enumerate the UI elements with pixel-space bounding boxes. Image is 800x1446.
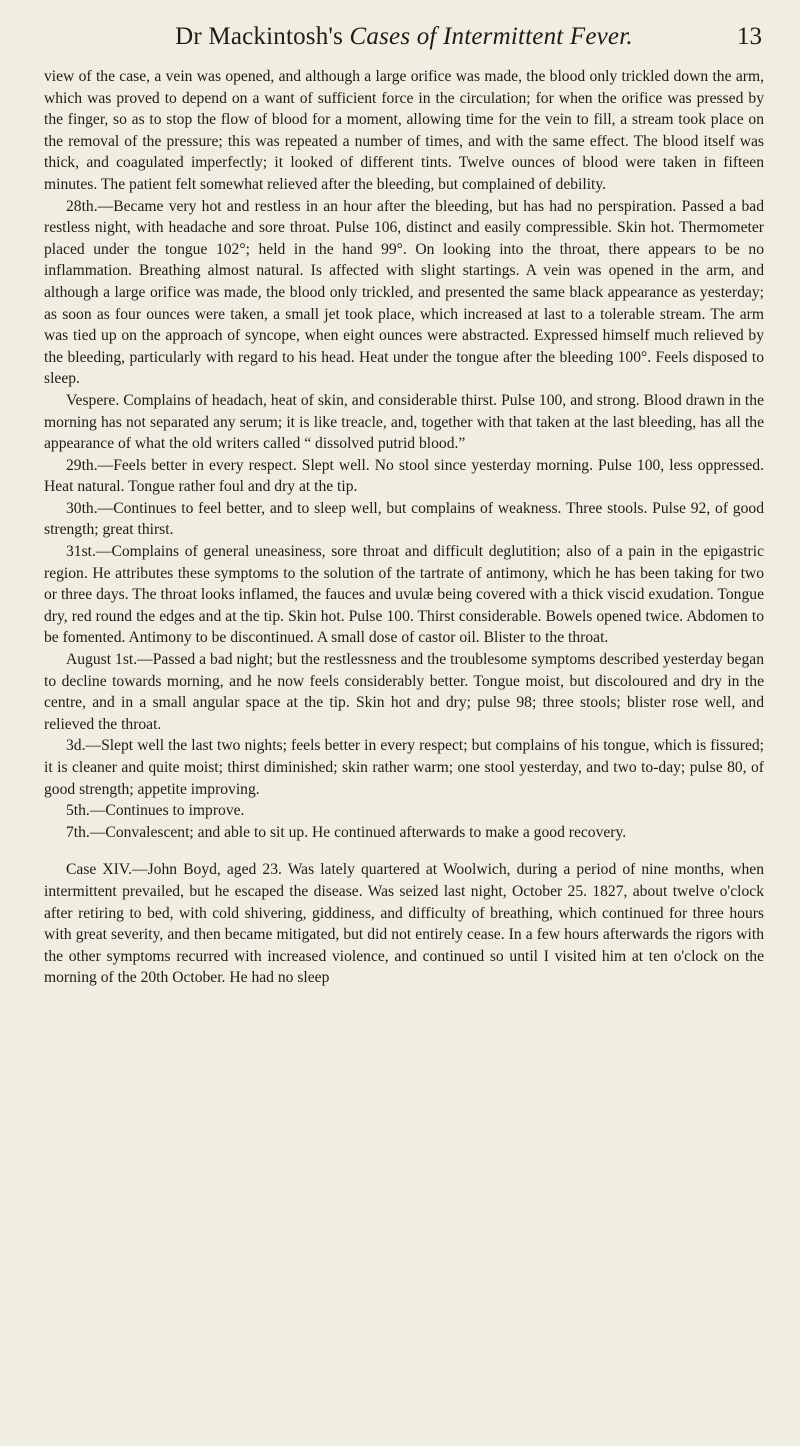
page-number: 13 bbox=[737, 23, 762, 50]
running-head-title bbox=[44, 14, 764, 60]
running-head bbox=[44, 14, 764, 60]
paragraph-30th: 30th.—Continues to feel better, and to sleep well, but complains of weakness. Three stools. Pulse 92, of good strength; great thirst. bbox=[44, 499, 764, 539]
paragraph-7th: 7th.—Convalescent; and able to sit up. He continued afterwards to make a good recovery. bbox=[66, 823, 627, 841]
paragraph-august-1st: August 1st.—Passed a bad night; but the restlessness and the troublesome symptoms described yesterday began to decline towards morning, and he now feels considerably better. Tongue moist, but discoloured and dry in the centre, and in a small angular space at the tip. Skin hot and dry; pulse 98; three stools; blister rose well, and relieved the throat. bbox=[44, 651, 764, 733]
paragraph-31st: 31st.—Complains of general uneasiness, sore throat and difficult deglutition; also of a pain in the epigastric region. He attributes these symptoms to the solution of the tartrate of antimony, which he has been taking for two or three days. The throat looks inflamed, the fauces and uvulæ being covered with a thick viscid exudation. Tongue dry, red round the edges and at the tip. Skin hot. Pulse 100. Thirst considerable. Bowels opened twice. Abdomen to be fomented. Antimony to be discontinued. A small dose of castor oil. Blister to the throat. bbox=[44, 543, 764, 647]
running-head-book-title: Cases of Intermittent Fever. bbox=[349, 23, 633, 50]
paragraph-vespere: Vespere. Complains of headach, heat of skin, and considerable thirst. Pulse 100, and strong. Blood drawn in the morning has not separated any serum; it is like treacle, and, together with that taken at the last bleeding, has all the appearance of what the old writers called “ dissolved putrid blood.” bbox=[44, 391, 764, 453]
paragraph-case-xiv: Case XIV.—John Boyd, aged 23. Was lately quartered at Woolwich, during a period of nine months, when intermittent prevailed, but he escaped the disease. Was seized last night, October 25. 1827, about twelve o'clock after retiring to bed, with cold shivering, giddiness, and difficulty of breathing, which continued for three hours with great severity, and then became mitigated, but did not entirely cease. In a few hours afterwards the rigors with the other symptoms recurred with increased violence, and continued so until I visited him at ten o'clock on the morning of the 20th October. He had no sleep bbox=[44, 861, 764, 987]
paragraph-3d: 3d.—Slept well the last two nights; feels better in every respect; but complains of his tongue, which is fissured; it is cleaner and quite moist; thirst diminished; skin rather warm; one stool yesterday, and two to-day; pulse 80, of good strength; appetite improving. bbox=[44, 737, 764, 798]
paragraph-28th: 28th.—Became very hot and restless in an hour after the bleeding, but has had no perspiration. Passed a bad restless night, with headache and sore throat. Pulse 106, distinct and easily compressible. Skin hot. Thermometer placed under the tongue 102°; held in the hand 99°. On looking into the throat, there appears to be no inflammation. Breathing almost natural. Is affected with slight startings. A vein was opened in the arm, and although a large orifice was made, the blood only trickled, and presented the same black appearance as yesterday; as soon as four ounces were taken, a small jet took place, which increased at last to a tolerable stream. The arm was tied up on the approach of syncope, when eight ounces were abstracted. Expressed himself much relieved by the bleeding, particularly with regard to his head. Heat under the tongue after the bleeding 100°. Feels disposed to sleep. bbox=[44, 197, 764, 388]
paragraph-5th: 5th.—Continues to improve. bbox=[66, 802, 245, 820]
paragraph-continuation: view of the case, a vein was opened, and although a large orifice was made, the blood only trickled down the arm, which was proved to depend on a want of sufficient force in the circulation; for when the orifice was pressed by the finger, so as to stop the flow of blood for a moment, allowing time for the vein to fill, a stream took place on the removal of the pressure; this was repeated a number of times, and with the same effect. The blood itself was thick, and coagulated imperfectly; it looked of different tints. Twelve ounces of blood were taken in fifteen minutes. The patient felt somewhat relieved after the bleeding, but complained of debility. bbox=[44, 68, 764, 193]
body-text bbox=[44, 66, 764, 989]
paragraph-29th: 29th.—Feels better in every respect. Slept well. No stool since yesterday morning. Pulse 100, less oppressed. Heat natural. Tongue rather foul and dry at the tip. bbox=[44, 456, 764, 496]
running-head-author: Dr Mackintosh's bbox=[175, 23, 344, 50]
